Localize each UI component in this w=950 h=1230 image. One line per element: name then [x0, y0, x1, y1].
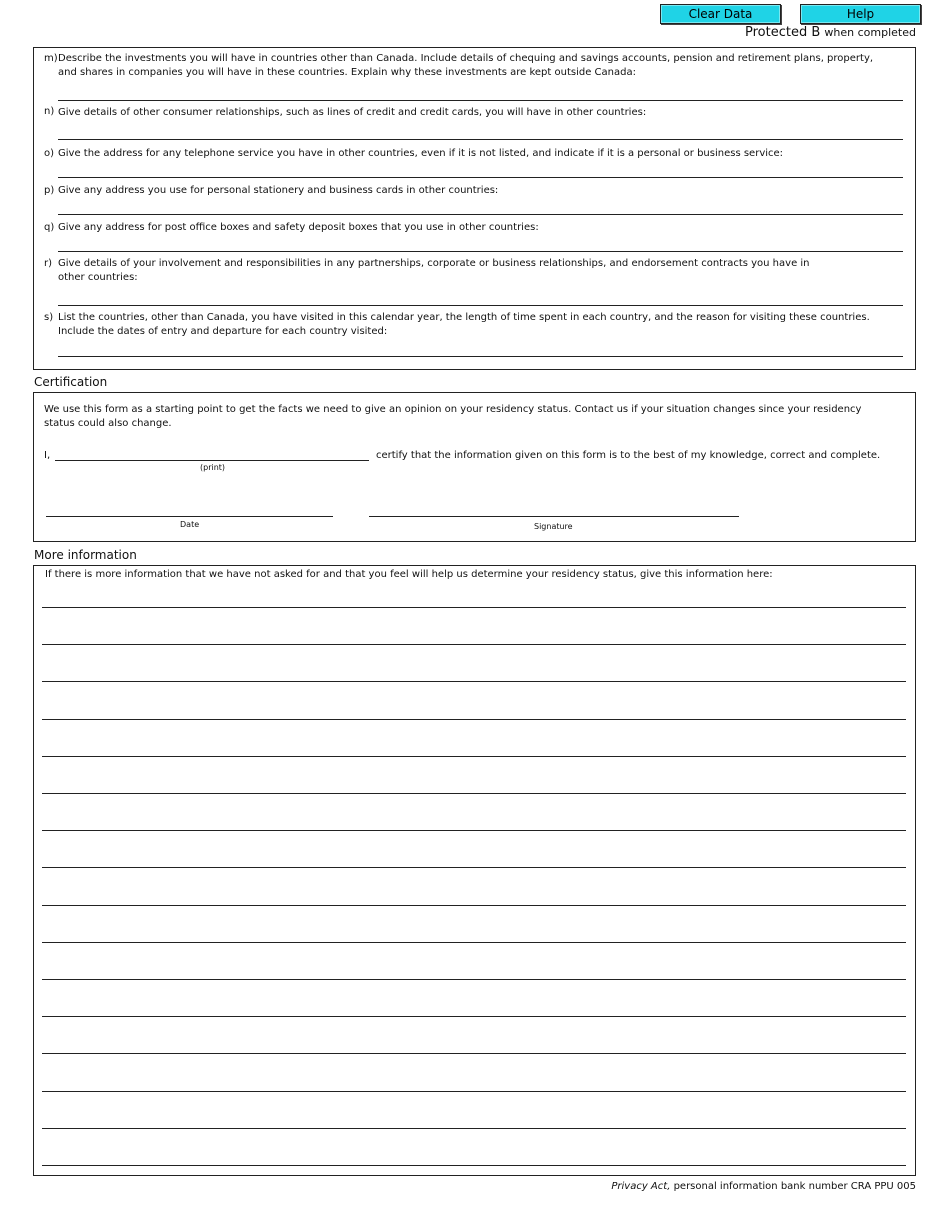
privacy-act-label: Privacy Act,	[611, 1181, 671, 1192]
more-information-line[interactable]	[42, 979, 906, 980]
question-text: Give the address for any telephone service you have in other countries, even if it is not listed, and indicate if it is a personal or business service:	[58, 148, 784, 159]
more-information-line[interactable]	[42, 1016, 906, 1017]
more-information-line[interactable]	[42, 1091, 906, 1092]
more-information-line[interactable]	[42, 1053, 906, 1054]
question-letter: s)	[44, 312, 54, 323]
certification-box	[33, 392, 916, 542]
protected-b-label	[745, 25, 916, 40]
more-information-box	[33, 565, 916, 1176]
answer-field-o[interactable]	[58, 177, 903, 178]
certification-intro: We use this form as a starting point to get the facts we need to give an opinion on your residency status. Contact us if your situation changes since your residency status could also change.	[44, 404, 862, 429]
more-information-intro: If there is more information that we have not asked for and that you feel will help us determine your residency status, give this information here:	[45, 569, 773, 580]
privacy-bank-number: personal information bank number CRA PPU 005	[673, 1181, 916, 1192]
more-information-line[interactable]	[42, 942, 906, 943]
more-information-line[interactable]	[42, 1165, 906, 1166]
question-letter: q)	[44, 222, 55, 233]
more-information-line[interactable]	[42, 681, 906, 682]
question-letter: r)	[44, 258, 53, 269]
date-field[interactable]	[46, 516, 333, 517]
question-text: Give details of your involvement and responsibilities in any partnerships, corporate or business relationships, and endorsement contracts you have in other countries:	[58, 258, 810, 283]
more-information-line[interactable]	[42, 793, 906, 794]
more-information-line[interactable]	[42, 1128, 906, 1129]
signature-caption: Signature	[534, 522, 573, 531]
date-caption: Date	[180, 520, 200, 529]
answer-field-m[interactable]	[58, 100, 903, 101]
question-text: Give any address for post office boxes and safety deposit boxes that you use in other countries:	[58, 222, 539, 233]
more-information-line[interactable]	[42, 905, 906, 906]
answer-field-r[interactable]	[58, 305, 903, 306]
answer-field-q[interactable]	[58, 251, 903, 252]
questions-box	[33, 47, 916, 370]
question-letter: o)	[44, 148, 55, 159]
print-name-field[interactable]	[55, 460, 369, 461]
question-text: Give details of other consumer relationships, such as lines of credit and credit cards, you will have in other countries:	[58, 107, 647, 118]
question-letter: m)	[44, 53, 58, 64]
answer-field-p[interactable]	[58, 214, 903, 215]
more-information-line[interactable]	[42, 830, 906, 831]
question-letter: n)	[44, 106, 55, 117]
answer-field-n[interactable]	[58, 139, 903, 140]
more-information-line[interactable]	[42, 867, 906, 868]
help-button[interactable]: Help	[800, 4, 921, 24]
certification-i-label: I,	[44, 450, 51, 461]
answer-field-s[interactable]	[58, 356, 903, 357]
question-text: List the countries, other than Canada, you have visited in this calendar year, the length of time spent in each country, and the reason for visiting these countries. Include the dates of entry and departure for each country visited:	[58, 312, 870, 337]
question-letter: p)	[44, 185, 55, 196]
clear-data-button[interactable]: Clear Data	[660, 4, 781, 24]
protected-main: Protected B	[745, 25, 821, 40]
more-information-title: More information	[34, 548, 137, 562]
more-information-line[interactable]	[42, 719, 906, 720]
certify-statement: certify that the information given on this form is to the best of my knowledge, correct and complete.	[376, 450, 881, 461]
more-information-line[interactable]	[42, 756, 906, 757]
privacy-footer	[611, 1181, 916, 1192]
more-information-line[interactable]	[42, 607, 906, 608]
question-text: Give any address you use for personal stationery and business cards in other countries:	[58, 185, 499, 196]
question-text: Describe the investments you will have in countries other than Canada. Include details of chequing and savings accounts, pension and retirement plans, property, and shares in companies you will have in these countries. Explain why these investments are kept outside Canada:	[58, 53, 874, 78]
protected-small: when completed	[824, 26, 916, 39]
more-information-line[interactable]	[42, 644, 906, 645]
signature-field[interactable]	[369, 516, 739, 517]
certification-title: Certification	[34, 375, 108, 389]
print-caption: (print)	[200, 463, 226, 472]
